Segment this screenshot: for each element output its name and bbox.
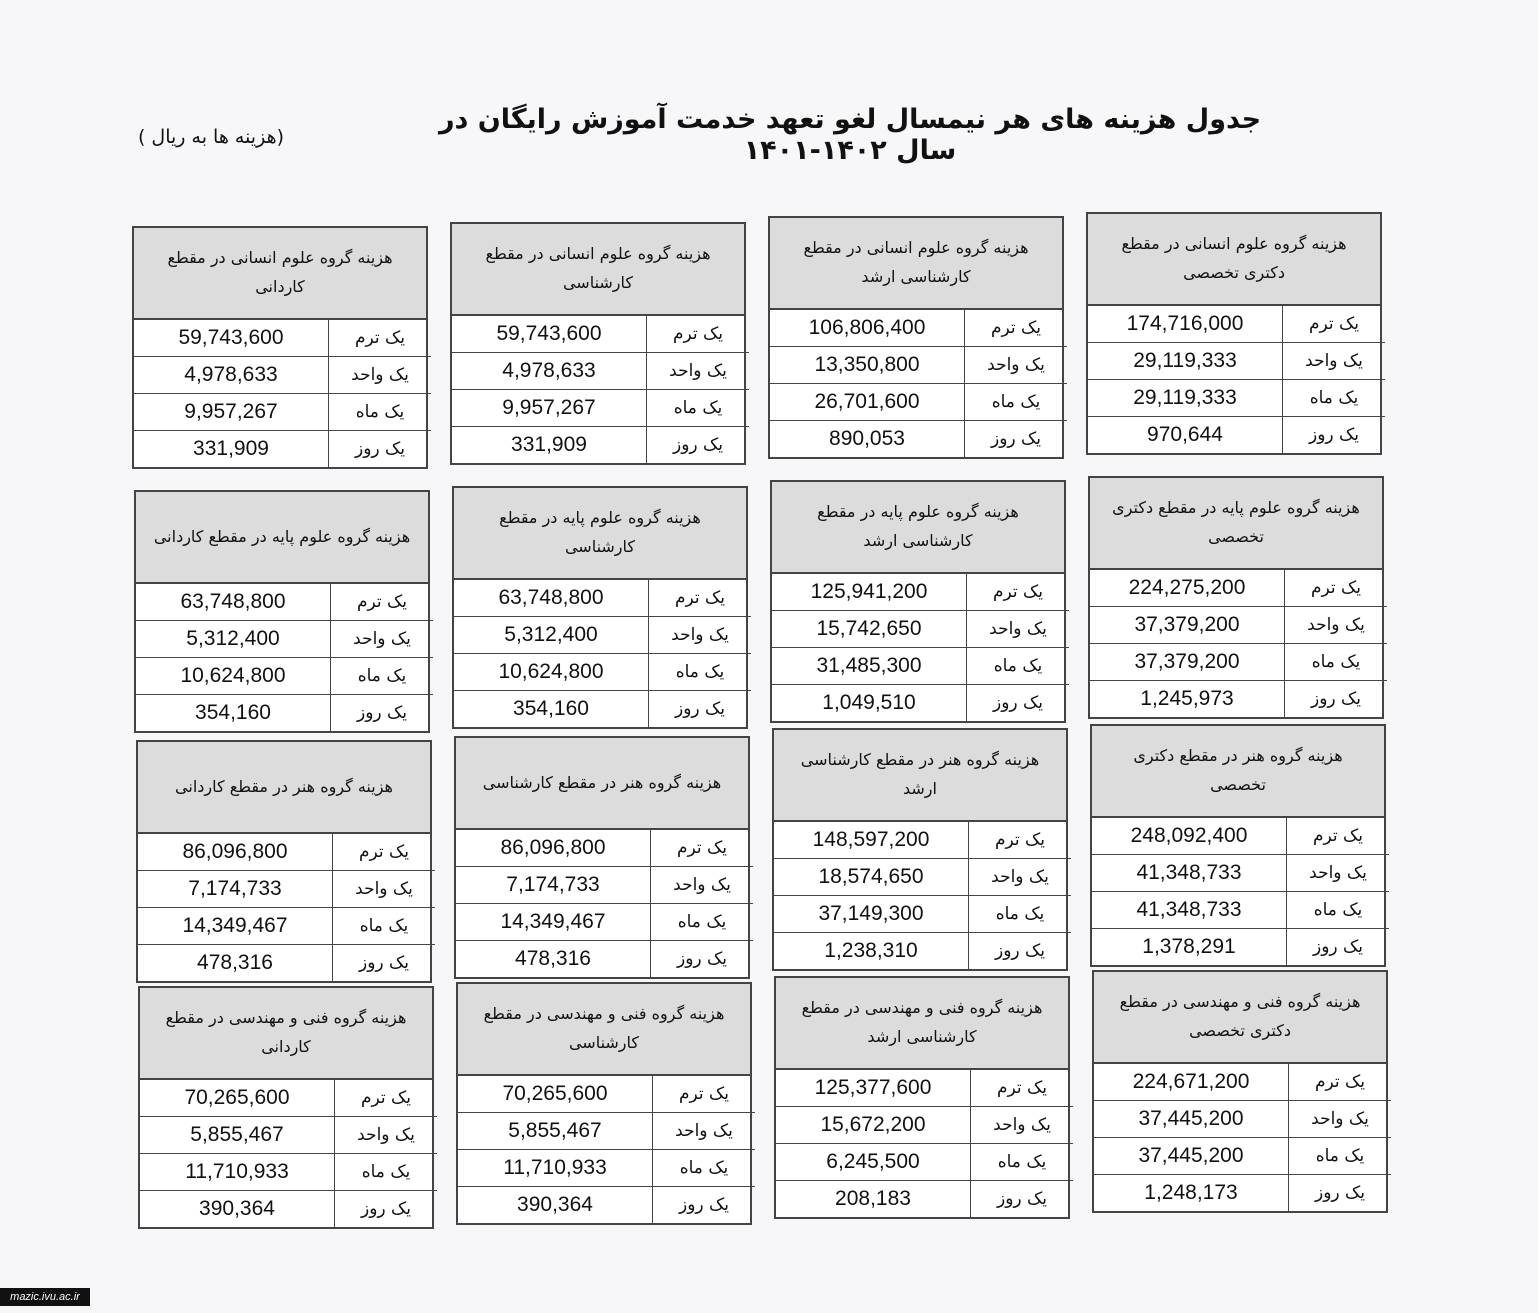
- value-cell: 7,174,733: [456, 867, 651, 904]
- value-cell: 41,348,733: [1092, 855, 1287, 892]
- row-label: یک ترم: [995, 830, 1045, 850]
- value-cell: 37,445,200: [1094, 1138, 1289, 1175]
- row-label: یک ترم: [1311, 578, 1361, 598]
- row-label: یک ترم: [361, 1088, 411, 1108]
- row-label: یک ماه: [333, 908, 436, 945]
- row-label: یک واحد: [651, 867, 754, 904]
- table-humanities-bachelor: [450, 222, 746, 465]
- table-art-associate: [136, 740, 432, 983]
- table-header: هزینه گروه فنی و مهندسی در مقطع دکتری تخصصی: [1094, 972, 1386, 1064]
- value-cell: 15,672,200: [776, 1107, 971, 1144]
- value-cell: 86,096,800: [456, 830, 651, 867]
- table-header: هزینه گروه علوم پایه در مقطع کاردانی: [136, 492, 428, 584]
- row-label: یک واحد: [967, 611, 1070, 648]
- value-cell: 26,701,600: [770, 384, 965, 421]
- value-cell: 354,160: [136, 695, 331, 732]
- value-cell: 224,275,200: [1090, 570, 1285, 607]
- row-label: یک ماه: [1287, 892, 1390, 929]
- table-humanities-associate: [132, 226, 428, 469]
- table-header: هزینه گروه فنی و مهندسی در مقطع کاردانی: [140, 988, 432, 1080]
- value-cell: 354,160: [454, 691, 649, 728]
- value-cell: 248,092,400: [1092, 818, 1287, 855]
- value-cell: 63,748,800: [136, 584, 331, 621]
- row-label: یک روز: [1287, 929, 1390, 966]
- value-cell: 14,349,467: [138, 908, 333, 945]
- value-cell: 31,485,300: [772, 648, 967, 685]
- row-label: یک ترم: [673, 324, 723, 344]
- row-label: یک روز: [967, 685, 1070, 722]
- value-cell: 478,316: [138, 945, 333, 982]
- table-humanities-phd: [1086, 212, 1382, 455]
- row-label: یک ترم: [993, 582, 1043, 602]
- value-cell: 37,445,200: [1094, 1101, 1289, 1138]
- value-cell: 37,149,300: [774, 896, 969, 933]
- table-header: هزینه گروه هنر در مقطع کاردانی: [138, 742, 430, 834]
- row-label: یک روز: [329, 431, 432, 468]
- table-basic-sciences-bachelor: [452, 486, 748, 729]
- row-label: یک ماه: [649, 654, 752, 691]
- value-cell: 390,364: [140, 1191, 335, 1228]
- value-cell: 5,312,400: [454, 617, 649, 654]
- value-cell: 29,119,333: [1088, 380, 1283, 417]
- value-cell: 5,855,467: [140, 1117, 335, 1154]
- value-cell: 970,644: [1088, 417, 1283, 454]
- value-cell: 10,624,800: [136, 658, 331, 695]
- unit-note: (هزینه ها به ریال ): [137, 126, 285, 148]
- value-cell: 13,350,800: [770, 347, 965, 384]
- row-label: یک واحد: [333, 871, 436, 908]
- row-label: یک روز: [335, 1191, 438, 1228]
- table-header: هزینه گروه علوم پایه در مقطع دکتری تخصصی: [1090, 478, 1382, 570]
- row-label: یک ماه: [335, 1154, 438, 1191]
- value-cell: 59,743,600: [452, 316, 647, 353]
- row-label: یک ماه: [967, 648, 1070, 685]
- value-cell: 9,957,267: [134, 394, 329, 431]
- row-label: یک واحد: [649, 617, 752, 654]
- row-label: یک واحد: [1283, 343, 1386, 380]
- row-label: یک روز: [331, 695, 434, 732]
- row-label: یک ماه: [331, 658, 434, 695]
- value-cell: 1,378,291: [1092, 929, 1287, 966]
- row-label: یک واحد: [329, 357, 432, 394]
- row-label: یک ماه: [971, 1144, 1074, 1181]
- table-header: هزینه گروه علوم انسانی در مقطع کاردانی: [134, 228, 426, 320]
- table-basic-sciences-master: [770, 480, 1066, 723]
- row-label: یک ترم: [359, 842, 409, 862]
- value-cell: 125,941,200: [772, 574, 967, 611]
- value-cell: 11,710,933: [140, 1154, 335, 1191]
- page-title: جدول هزینه های هر نیمسال لغو تعهد خدمت آموزش رایگان در سال ۱۴۰۲-۱۴۰۱: [438, 104, 1262, 166]
- row-label: یک ماه: [965, 384, 1068, 421]
- row-label: یک واحد: [1287, 855, 1390, 892]
- value-cell: 37,379,200: [1090, 644, 1285, 681]
- row-label: یک ماه: [1285, 644, 1388, 681]
- value-cell: 1,248,173: [1094, 1175, 1289, 1212]
- value-cell: 1,238,310: [774, 933, 969, 970]
- table-header: هزینه گروه فنی و مهندسی در مقطع کارشناسی: [458, 984, 750, 1076]
- value-cell: 331,909: [452, 427, 647, 464]
- value-cell: 331,909: [134, 431, 329, 468]
- value-cell: 14,349,467: [456, 904, 651, 941]
- row-label: یک ترم: [991, 318, 1041, 338]
- row-label: یک ترم: [357, 592, 407, 612]
- value-cell: 59,743,600: [134, 320, 329, 357]
- value-cell: 63,748,800: [454, 580, 649, 617]
- table-header: هزینه گروه هنر در مقطع کارشناسی: [456, 738, 748, 830]
- value-cell: 224,671,200: [1094, 1064, 1289, 1101]
- value-cell: 4,978,633: [134, 357, 329, 394]
- table-humanities-master: [768, 216, 1064, 459]
- row-label: یک واحد: [965, 347, 1068, 384]
- value-cell: 70,265,600: [140, 1080, 335, 1117]
- table-header: هزینه گروه علوم انسانی در مقطع دکتری تخصصی: [1088, 214, 1380, 306]
- row-label: یک واحد: [647, 353, 750, 390]
- value-cell: 70,265,600: [458, 1076, 653, 1113]
- row-label: یک روز: [1285, 681, 1388, 718]
- row-label: یک روز: [651, 941, 754, 978]
- row-label: یک ماه: [653, 1150, 756, 1187]
- row-label: یک روز: [649, 691, 752, 728]
- row-label: یک ماه: [647, 390, 750, 427]
- row-label: یک واحد: [1285, 607, 1388, 644]
- table-basic-sciences-associate: [134, 490, 430, 733]
- table-header: هزینه گروه علوم پایه در مقطع کارشناسی ارشد: [772, 482, 1064, 574]
- row-label: یک ترم: [679, 1084, 729, 1104]
- value-cell: 125,377,600: [776, 1070, 971, 1107]
- value-cell: 208,183: [776, 1181, 971, 1218]
- value-cell: 1,049,510: [772, 685, 967, 722]
- value-cell: 10,624,800: [454, 654, 649, 691]
- value-cell: 41,348,733: [1092, 892, 1287, 929]
- value-cell: 11,710,933: [458, 1150, 653, 1187]
- table-header: هزینه گروه علوم انسانی در مقطع کارشناسی: [452, 224, 744, 316]
- row-label: یک واحد: [1289, 1101, 1392, 1138]
- row-label: یک ماه: [969, 896, 1072, 933]
- row-label: یک واحد: [335, 1117, 438, 1154]
- table-art-bachelor: [454, 736, 750, 979]
- row-label: یک ماه: [651, 904, 754, 941]
- row-label: یک روز: [1283, 417, 1386, 454]
- table-engineering-master: [774, 976, 1070, 1219]
- row-label: یک ماه: [1283, 380, 1386, 417]
- row-label: یک ترم: [355, 328, 405, 348]
- value-cell: 890,053: [770, 421, 965, 458]
- source-watermark: mazic.ivu.ac.ir: [0, 1288, 90, 1306]
- table-engineering-phd: [1092, 970, 1388, 1213]
- table-header: هزینه گروه هنر در مقطع کارشناسی ارشد: [774, 730, 1066, 822]
- value-cell: 1,245,973: [1090, 681, 1285, 718]
- row-label: یک روز: [333, 945, 436, 982]
- row-label: یک روز: [647, 427, 750, 464]
- table-art-phd: [1090, 724, 1386, 967]
- value-cell: 86,096,800: [138, 834, 333, 871]
- row-label: یک ترم: [1315, 1072, 1365, 1092]
- value-cell: 37,379,200: [1090, 607, 1285, 644]
- value-cell: 6,245,500: [776, 1144, 971, 1181]
- row-label: یک روز: [965, 421, 1068, 458]
- row-label: یک واحد: [969, 859, 1072, 896]
- table-art-master: [772, 728, 1068, 971]
- row-label: یک ترم: [677, 838, 727, 858]
- value-cell: 174,716,000: [1088, 306, 1283, 343]
- value-cell: 4,978,633: [452, 353, 647, 390]
- value-cell: 148,597,200: [774, 822, 969, 859]
- table-engineering-bachelor: [456, 982, 752, 1225]
- row-label: یک ترم: [997, 1078, 1047, 1098]
- value-cell: 5,312,400: [136, 621, 331, 658]
- value-cell: 9,957,267: [452, 390, 647, 427]
- row-label: یک ماه: [1289, 1138, 1392, 1175]
- row-label: یک ماه: [329, 394, 432, 431]
- value-cell: 5,855,467: [458, 1113, 653, 1150]
- table-header: هزینه گروه هنر در مقطع دکتری تخصصی: [1092, 726, 1384, 818]
- table-engineering-associate: [138, 986, 434, 1229]
- row-label: یک روز: [1289, 1175, 1392, 1212]
- value-cell: 7,174,733: [138, 871, 333, 908]
- table-header: هزینه گروه علوم انسانی در مقطع کارشناسی ارشد: [770, 218, 1062, 310]
- row-label: یک روز: [971, 1181, 1074, 1218]
- row-label: یک ترم: [1309, 314, 1359, 334]
- value-cell: 478,316: [456, 941, 651, 978]
- table-header: هزینه گروه علوم پایه در مقطع کارشناسی: [454, 488, 746, 580]
- table-basic-sciences-phd: [1088, 476, 1384, 719]
- value-cell: 390,364: [458, 1187, 653, 1224]
- value-cell: 29,119,333: [1088, 343, 1283, 380]
- row-label: یک واحد: [331, 621, 434, 658]
- row-label: یک ترم: [675, 588, 725, 608]
- table-header: هزینه گروه فنی و مهندسی در مقطع کارشناسی ارشد: [776, 978, 1068, 1070]
- row-label: یک روز: [969, 933, 1072, 970]
- row-label: یک روز: [653, 1187, 756, 1224]
- value-cell: 18,574,650: [774, 859, 969, 896]
- row-label: یک واحد: [653, 1113, 756, 1150]
- value-cell: 15,742,650: [772, 611, 967, 648]
- value-cell: 106,806,400: [770, 310, 965, 347]
- row-label: یک واحد: [971, 1107, 1074, 1144]
- row-label: یک ترم: [1313, 826, 1363, 846]
